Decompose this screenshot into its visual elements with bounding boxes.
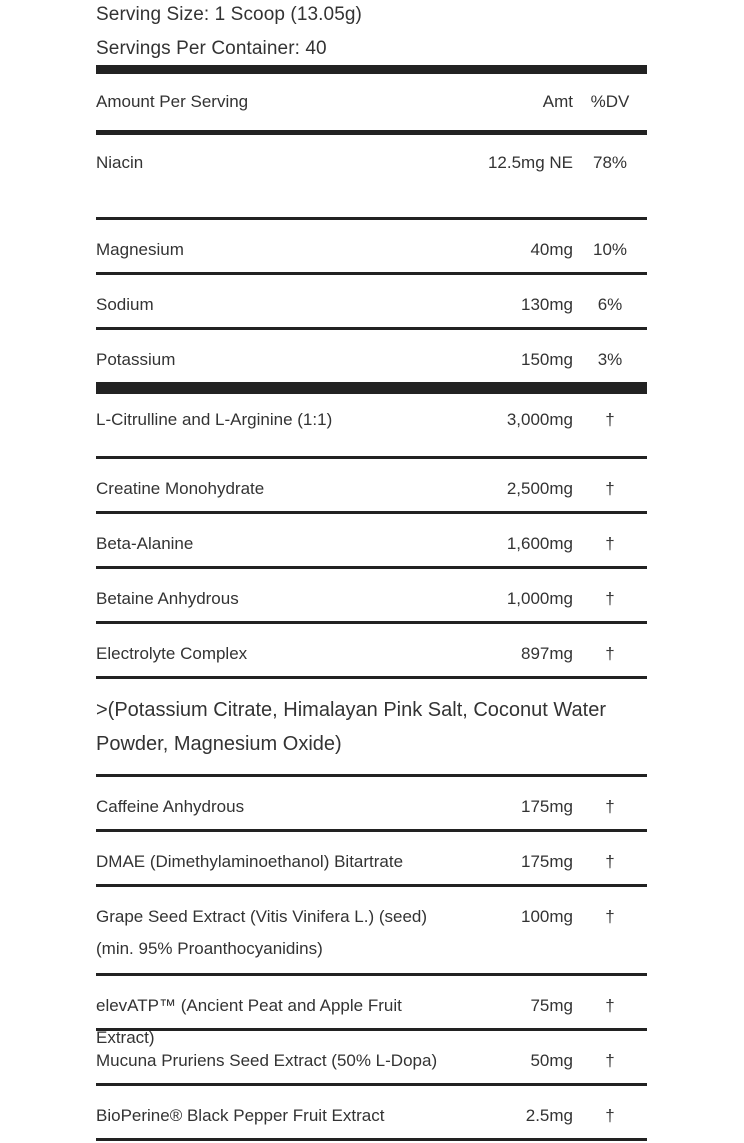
table-row (96, 829, 647, 884)
table-row (96, 272, 647, 327)
table-row (96, 621, 647, 676)
ingredient-amount: 100mg (521, 907, 573, 926)
table-row (96, 394, 647, 456)
table-row (96, 973, 647, 1047)
ingredient-name: Grape Seed Extract (Vitis Vinifera L.) (seed) (min. 95% Proanthocyanidins) (96, 907, 428, 958)
thick-divider (96, 382, 647, 394)
table-header (96, 74, 647, 130)
ingredient-amount: 897mg (521, 644, 573, 663)
ingredient-dv: † (605, 410, 615, 429)
ingredient-dv: † (605, 797, 615, 816)
bottom-divider (96, 1138, 647, 1143)
ingredient-dv: 10% (592, 240, 628, 259)
table-row (96, 1083, 647, 1138)
ingredient-dv: † (605, 1051, 615, 1070)
header-amt: Amt (542, 92, 573, 111)
table-row (96, 884, 647, 973)
ingredient-amount: 130mg (521, 295, 573, 314)
ingredient-amount: 3,000mg (506, 410, 573, 429)
table-row (96, 217, 647, 272)
ingredient-name: Caffeine Anhydrous (96, 797, 245, 816)
table-row (96, 327, 647, 382)
ingredient-dv: † (605, 534, 615, 553)
thick-divider (96, 65, 647, 74)
ingredient-dv: 3% (597, 350, 623, 369)
ingredient-name: Betaine Anhydrous (96, 589, 239, 608)
ingredient-dv: 78% (592, 153, 628, 172)
ingredient-name: L-Citrulline and L-Arginine (1:1) (96, 410, 333, 429)
table-row (96, 456, 647, 511)
ingredient-name: BioPerine® Black Pepper Fruit Extract (96, 1106, 385, 1125)
ingredient-dv: † (605, 907, 615, 926)
ingredient-dv: † (605, 644, 615, 663)
table-row (96, 774, 647, 829)
servings-per-container: Servings Per Container: 40 (96, 38, 327, 59)
ingredient-amount: 50mg (530, 1051, 573, 1070)
header-dv: %DV (590, 92, 630, 111)
ingredient-dv: † (605, 479, 615, 498)
header-amount-per-serving: Amount Per Serving (96, 92, 249, 111)
ingredient-amount: 150mg (521, 350, 573, 369)
table-row (96, 130, 647, 217)
ingredient-amount: 175mg (521, 797, 573, 816)
ingredient-dv: † (605, 589, 615, 608)
ingredient-name: Magnesium (96, 240, 184, 259)
ingredient-amount: 2.5mg (525, 1106, 573, 1125)
table-row (96, 566, 647, 621)
ingredient-amount: 1,000mg (506, 589, 573, 608)
ingredient-name: Creatine Monohydrate (96, 479, 265, 498)
ingredient-amount: 40mg (530, 240, 573, 259)
ingredient-amount: 175mg (521, 852, 573, 871)
ingredient-dv: † (605, 996, 615, 1015)
ingredient-name: Beta-Alanine (96, 534, 194, 553)
ingredient-amount: 1,600mg (506, 534, 573, 553)
ingredient-name: Potassium (96, 350, 176, 369)
ingredient-name: Niacin (96, 153, 144, 172)
ingredient-dv: † (605, 1106, 615, 1125)
ingredient-name: Mucuna Pruriens Seed Extract (50% L-Dopa) (96, 1051, 438, 1070)
serving-size: Serving Size: 1 Scoop (13.05g) (96, 4, 362, 25)
table-row (96, 511, 647, 566)
ingredient-amount: 12.5mg NE (487, 153, 573, 172)
ingredient-amount: 2,500mg (506, 479, 573, 498)
ingredient-dv: 6% (597, 295, 623, 314)
supplement-facts-panel (96, 0, 647, 1143)
ingredient-name: elevATP™ (Ancient Peat and Apple Fruit Extract) (96, 996, 402, 1047)
electrolyte-complex-note: >(Potassium Citrate, Himalayan Pink Salt, Coconut Water Powder, Magnesium Oxide) (96, 676, 647, 774)
ingredient-amount: 75mg (530, 996, 573, 1015)
ingredient-name: Sodium (96, 295, 154, 314)
ingredient-dv: † (605, 852, 615, 871)
ingredient-name: DMAE (Dimethylaminoethanol) Bitartrate (96, 852, 404, 871)
ingredient-name: Electrolyte Complex (96, 644, 248, 663)
